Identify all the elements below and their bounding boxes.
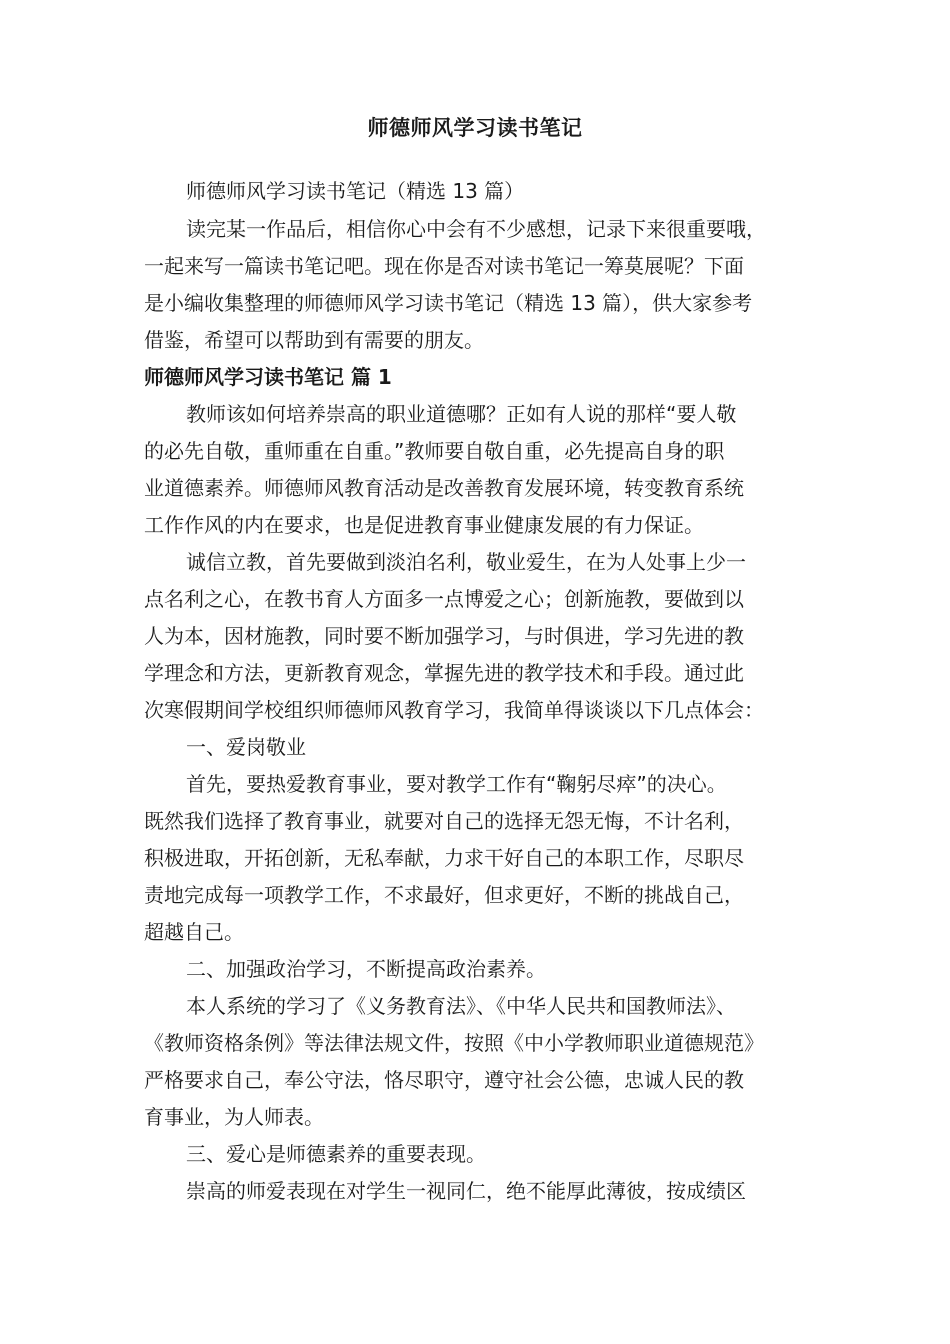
paragraph-line: 育事业，为人师表。 bbox=[144, 1105, 324, 1129]
subsection-heading: 二、加强政治学习，不断提高政治素养。 bbox=[186, 957, 546, 981]
paragraph-line: 是小编收集整理的师德师风学习读书笔记（精选 13 篇），供大家参考 bbox=[144, 291, 753, 315]
paragraph-line: 借鉴，希望可以帮助到有需要的朋友。 bbox=[144, 328, 484, 352]
paragraph-line: 既然我们选择了教育事业，就要对自己的选择无怨无悔，不计名利， bbox=[144, 809, 744, 833]
document-title: 师德师风学习读书笔记 bbox=[367, 116, 583, 140]
section-heading: 师德师风学习读书笔记 篇 1 bbox=[144, 365, 392, 389]
paragraph-line: 诚信立教，首先要做到淡泊名利，敬业爱生，在为人处事上少一 bbox=[186, 550, 746, 574]
subsection-heading: 三、爱心是师德素养的重要表现。 bbox=[186, 1142, 486, 1166]
paragraph-line: 本人系统的学习了《义务教育法》、《中华人民共和国教师法》、 bbox=[186, 994, 736, 1018]
paragraph-line: 业道德素养。师德师风教育活动是改善教育发展环境，转变教育系统 bbox=[144, 476, 744, 500]
paragraph-line: 工作作风的内在要求，也是促进教育事业健康发展的有力保证。 bbox=[144, 513, 704, 537]
paragraph-line: 《教师资格条例》等法律法规文件，按照《中小学教师职业道德规范》 bbox=[144, 1031, 764, 1055]
paragraph-line: 崇高的师爱表现在对学生一视同仁，绝不能厚此薄彼，按成绩区 bbox=[186, 1179, 746, 1203]
paragraph-line: 超越自己。 bbox=[144, 920, 244, 944]
paragraph-line: 首先，要热爱教育事业，要对教学工作有“鞠躬尽瘁”的决心。 bbox=[186, 772, 727, 796]
paragraph-line: 责地完成每一项教学工作，不求最好，但求更好，不断的挑战自己， bbox=[144, 883, 744, 907]
paragraph-line: 一起来写一篇读书笔记吧。现在你是否对读书笔记一筹莫展呢？下面 bbox=[144, 254, 744, 278]
paragraph-line: 严格要求自己，奉公守法，恪尽职守，遵守社会公德，忠诚人民的教 bbox=[144, 1068, 744, 1092]
paragraph-line: 次寒假期间学校组织师德师风教育学习，我简单得谈谈以下几点体会： bbox=[144, 698, 764, 722]
paragraph-line: 学理念和方法，更新教育观念，掌握先进的教学技术和手段。通过此 bbox=[144, 661, 744, 685]
paragraph-line: 的必先自敬，重师重在自重。”教师要自敬自重，必先提高自身的职 bbox=[144, 439, 725, 463]
subtitle-line: 师德师风学习读书笔记（精选 13 篇） bbox=[186, 179, 525, 203]
paragraph-line: 教师该如何培养崇高的职业道德哪？正如有人说的那样“要人敬 bbox=[186, 402, 737, 426]
paragraph-line: 读完某一作品后，相信你心中会有不少感想，记录下来很重要哦， bbox=[186, 217, 766, 241]
paragraph-line: 积极进取，开拓创新，无私奉献，力求干好自己的本职工作，尽职尽 bbox=[144, 846, 744, 870]
paragraph-line: 点名利之心，在教书育人方面多一点博爱之心；创新施教，要做到以 bbox=[144, 587, 744, 611]
paragraph-line: 人为本，因材施教，同时要不断加强学习，与时俱进，学习先进的教 bbox=[144, 624, 744, 648]
subsection-heading: 一、爱岗敬业 bbox=[186, 735, 306, 759]
